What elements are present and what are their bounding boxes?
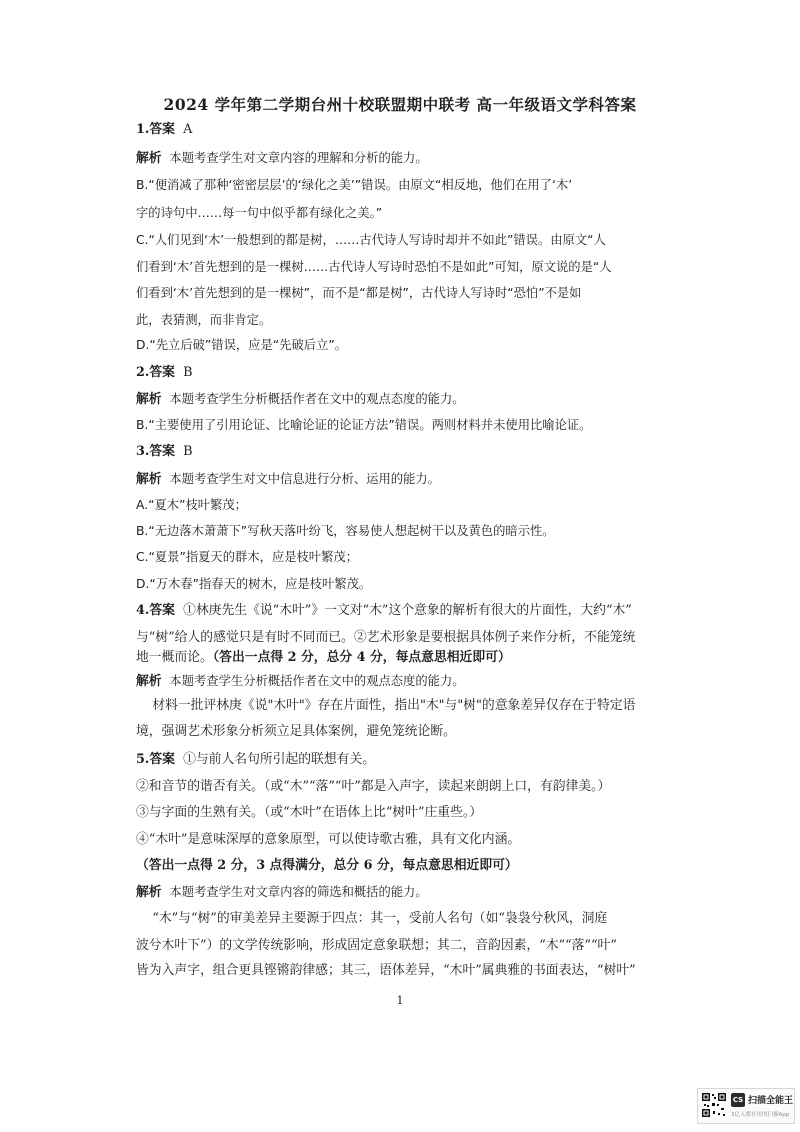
text-line: [136, 778, 610, 796]
text-segment: 本题考查学生对文章内容的筛选和概括的能力。: [161, 885, 428, 899]
text-segment: “木”与“树”的审美差异主要源于四点：其一，受前人名句（如“袅袅兮秋风，洞庭: [136, 911, 608, 926]
text-line: [136, 883, 428, 902]
text-segment: ④“木叶”是意味深厚的意象原型，可以使诗歌古雅，具有文化内涵。: [136, 832, 521, 847]
camscanner-tagline: 3亿人都在用的扫描App: [731, 1112, 790, 1118]
text-segment: 境，强调艺术形象分析须立足具体案例，避免笼统论断。: [136, 724, 456, 739]
text-line: [136, 575, 371, 594]
text-line: [136, 649, 511, 667]
text-bold: （答出一点得 2 分，总分 4 分，每点意思相近即可）: [212, 650, 511, 665]
text-segment: A.“夏木”枝叶繁茂；: [136, 498, 247, 512]
text-line: [136, 629, 635, 647]
document-title: 2024 学年第二学期台州十校联盟期中联考 高一年级语文学科答案: [163, 95, 637, 114]
text-segment: B.“便消减了那种‘密密层层’的‘绿化之美’”错误。由原文“相反地，他们在用了‘木’: [136, 178, 573, 192]
text-bold: 4.答案: [136, 603, 175, 618]
text-line: [136, 204, 382, 223]
text-line: [136, 937, 617, 955]
text-segment: 皆为入声字，组合更具铿锵韵律感；其三，语体差异，“木叶”属典雅的书面表达，“树叶”: [136, 963, 636, 978]
text-bold: 解析: [136, 392, 162, 407]
text-line: [136, 231, 606, 250]
text-segment: C.“人们见到‘木’一般想到的都是树，……古代诗人写诗时却并不如此”错误。由原文“人: [136, 233, 606, 247]
text-bold: 解析: [136, 674, 162, 689]
text-line: [136, 602, 632, 620]
text-line: [136, 336, 347, 355]
text-line: [136, 470, 440, 489]
text-bold: 解析: [136, 472, 162, 487]
text-line: [136, 548, 358, 567]
text-bold: 5.答案: [136, 752, 175, 767]
text-segment: 与“树”给人的感觉只是有时不同而已。②艺术形象是要根据具体例子来作分析，不能笼统: [136, 630, 636, 645]
text-segment: 地一概而论。: [136, 650, 213, 665]
text-segment: B: [174, 365, 193, 380]
text-bold: 解析: [136, 885, 162, 900]
text-segment: 此，表猜测，而非肯定。: [136, 313, 272, 327]
text-segment: 字的诗句中……每一句中似乎都有绿化之美。”: [136, 206, 383, 220]
text-line: [136, 284, 581, 303]
text-segment: 本题考查学生分析概括作者在文中的观点态度的能力。: [161, 392, 465, 406]
text-segment: ①与前人名句所引起的联想有关。: [174, 752, 376, 767]
text-segment: 们看到‘木’首先想到的是一棵树”，而不是“都是树”，古代诗人写诗时“恐怕”不是如: [136, 286, 582, 300]
text-segment: 们看到‘木’首先想到的是一棵树……古代诗人写诗时恐怕不是如此”可知，原文说的是“人: [136, 260, 612, 274]
qr-code-icon: [701, 1092, 727, 1118]
text-line: [136, 751, 375, 769]
text-bold: 1.答案: [136, 122, 175, 137]
text-line: [136, 723, 456, 741]
text-segment: C.“夏景”指夏天的群木，应是枝叶繁茂；: [136, 550, 358, 564]
text-bold: 解析: [136, 151, 162, 166]
camscanner-logo-icon: CS: [731, 1093, 745, 1107]
text-segment: 波兮木叶下”）的文学传统影响，形成固定意象联想；其二，音韵因素，“木”“落”“叶”: [136, 938, 617, 953]
text-segment: A: [174, 122, 193, 137]
text-line: [136, 364, 193, 382]
text-segment: ①林庚先生《说“木叶”》一文对“木”这个意象的解析有很大的片面性，大约“木”: [174, 603, 632, 618]
text-line: [136, 672, 465, 691]
text-line: [136, 258, 612, 277]
text-line: [136, 697, 635, 715]
text-line: [136, 176, 572, 195]
text-segment: 本题考查学生对文章内容的理解和分析的能力。: [161, 151, 428, 165]
text-line: [136, 390, 465, 409]
text-line: [136, 962, 636, 980]
camscanner-watermark: [697, 1088, 795, 1124]
text-segment: ②和音节的谐否有关。（或“木”“落”“叶”都是入声字，读起来朗朗上口，有韵律美。）: [136, 779, 611, 794]
text-line: [136, 522, 555, 541]
text-segment: B: [174, 444, 193, 459]
text-segment: 材料一批评林庚《说"木叶"》存在片面性，指出"木"与"树"的意象差异仅存在于特定语: [136, 698, 636, 713]
text-line: [136, 149, 428, 168]
text-line: [136, 831, 520, 849]
text-bold: （答出一点得 2 分，3 点得满分，总分 6 分，每点意思相近即可）: [136, 858, 518, 873]
page-number: 1: [396, 994, 404, 1007]
text-segment: 本题考查学生对文中信息进行分析、运用的能力。: [161, 472, 440, 486]
text-line: [136, 496, 247, 515]
camscanner-name: 扫描全能王: [748, 1096, 794, 1106]
text-segment: D.“先立后破”错误，应是“先破后立”。: [136, 338, 348, 352]
text-segment: 本题考查学生分析概括作者在文中的观点态度的能力。: [161, 674, 465, 688]
text-line: [136, 443, 193, 461]
text-line: [136, 857, 518, 875]
text-line: [136, 416, 591, 435]
text-line: [136, 804, 482, 822]
text-bold: 2.答案: [136, 365, 175, 380]
text-line: [136, 311, 271, 330]
text-line: [136, 910, 607, 928]
text-segment: B.“无边落木萧萧下”写秋天落叶纷飞，容易使人想起树干以及黄色的暗示性。: [136, 524, 555, 538]
text-segment: D.“万木春”指春天的树木，应是枝叶繁茂。: [136, 577, 372, 591]
text-segment: B.“主要使用了引用论证、比喻论证的论证方法”错误。两则材料并未使用比喻论证。: [136, 418, 592, 432]
text-segment: ③与字面的生熟有关。（或“木叶”在语体上比“树叶”庄重些。）: [136, 805, 483, 820]
text-bold: 3.答案: [136, 444, 175, 459]
text-line: [136, 121, 192, 139]
